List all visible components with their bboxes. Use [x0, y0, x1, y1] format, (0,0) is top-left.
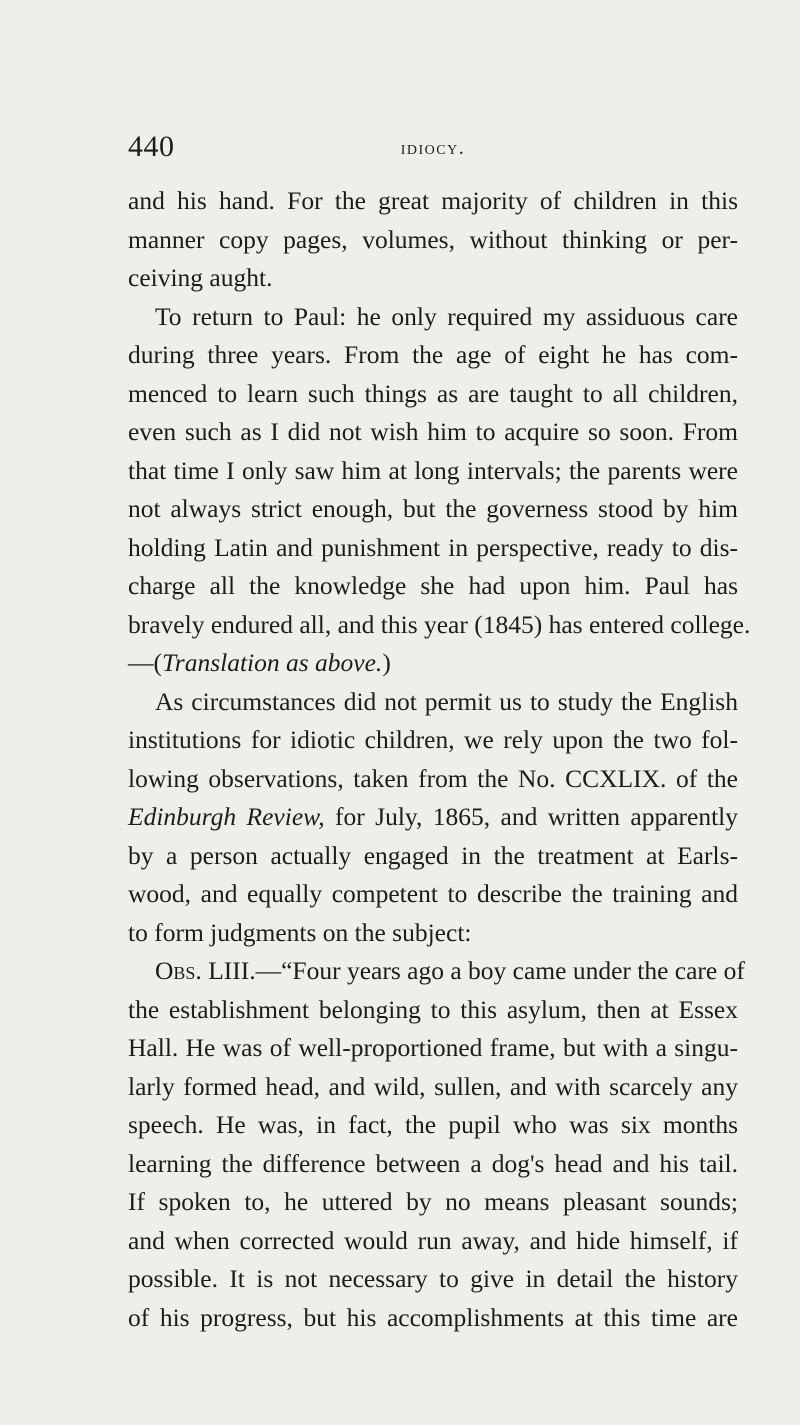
text-line: during three years. From the age of eight he has com-: [128, 340, 738, 369]
text-line: institutions for idiotic children, we rely upon the two fol-: [128, 725, 738, 754]
text-line: larly formed head, and wild, sullen, and with scarcely any: [128, 1071, 738, 1101]
text-line: speech. He was, in fact, the pupil who was six months: [128, 1110, 738, 1139]
text-line: bravely endured all, and this year (1845) has entered college.: [128, 609, 751, 639]
text-line: not always strict enough, but the governess stood by him: [128, 494, 738, 523]
observation-heading-line: Obs. LIII.—“Four years ago a boy came under the care of: [155, 956, 745, 985]
text-line: Hall. He was of well-proportioned frame, but with a singu-: [128, 1033, 738, 1062]
text-line: wood, and equally competent to describe the training and: [128, 879, 738, 908]
text-line: the establishment belonging to this asylum, then at Essex: [128, 994, 738, 1024]
text-line: manner copy pages, volumes, without thinking or per-: [128, 224, 738, 254]
translation-note: —(Translation as above.): [128, 648, 391, 677]
page-number: 440: [128, 130, 175, 163]
text-line: possible. It is not necessary to give in detail the history: [128, 1264, 738, 1293]
text-line: As circumstances did not permit us to study the English: [155, 686, 738, 716]
running-head: idiocy.: [400, 137, 466, 159]
text-line: and when corrected would run away, and hide himself, if: [128, 1225, 738, 1255]
page-header: [128, 130, 738, 164]
text-line: To return to Paul: he only required my assiduous care: [155, 301, 738, 331]
text-line: that time I only saw him at long intervals; the parents were: [128, 455, 738, 485]
text-line: lowing observations, taken from the No. CCXLIX. of the: [128, 763, 738, 793]
text-line: to form judgments on the subject:: [128, 917, 472, 947]
text-line: and his hand. For the great majority of children in this: [128, 186, 738, 215]
text-line: ceiving aught.: [128, 263, 273, 292]
body-text: [128, 182, 751, 1337]
text-line: learning the difference between a dog's head and his tail.: [128, 1148, 738, 1178]
text-line: even such as I did not wish him to acquire so soon. From: [128, 417, 738, 446]
text-line: charge all the knowledge she had upon him. Paul has: [128, 571, 738, 600]
text-line: holding Latin and punishment in perspective, ready to dis-: [128, 532, 738, 562]
text-line: of his progress, but his accomplishments at this time are: [128, 1302, 738, 1332]
text-line: If spoken to, he uttered by no means pleasant sounds;: [128, 1187, 738, 1216]
text-line: menced to learn such things as are taught to all children,: [128, 378, 738, 408]
text-line: by a person actually engaged in the treatment at Earls-: [128, 840, 738, 870]
text-line: Edinburgh Review, for July, 1865, and written apparently: [128, 802, 738, 831]
